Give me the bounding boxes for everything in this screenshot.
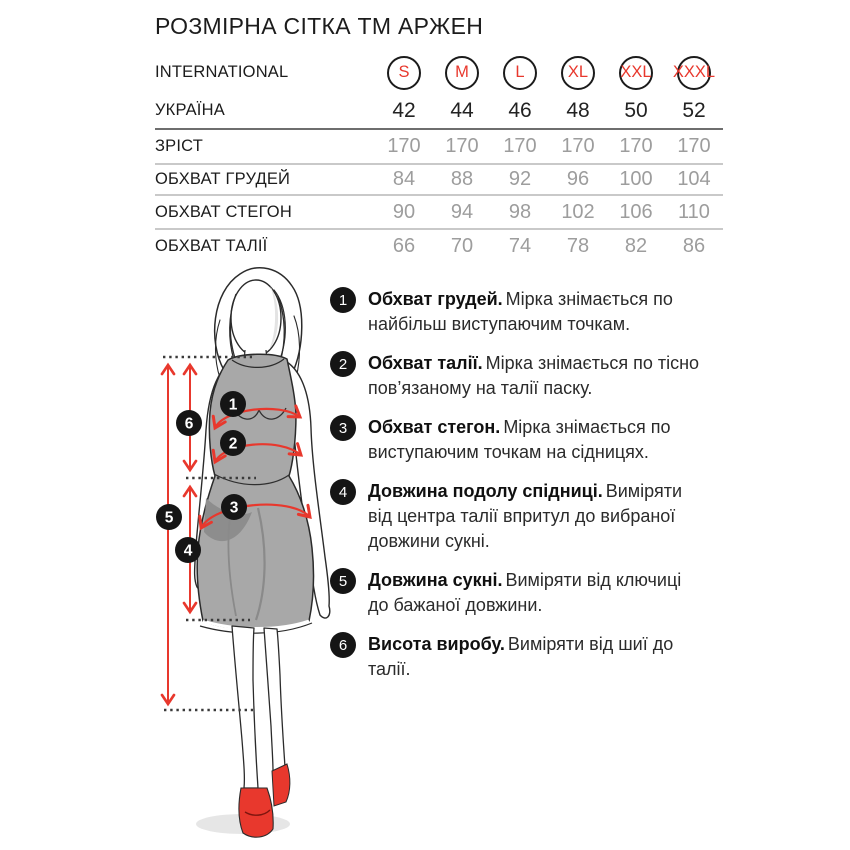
instruction-number-badge: 4 bbox=[330, 479, 356, 505]
table-row bbox=[155, 165, 723, 196]
measurement-value: 110 bbox=[678, 200, 710, 223]
table-row bbox=[155, 230, 723, 262]
instruction-text bbox=[368, 632, 702, 682]
figure-marker-4: 4 bbox=[183, 542, 193, 560]
ukraine-size-value: 52 bbox=[682, 98, 706, 122]
measurement-value: 78 bbox=[566, 234, 590, 257]
instruction-number-badge: 2 bbox=[330, 351, 356, 377]
table-row-international bbox=[155, 52, 723, 93]
figure-illustration bbox=[140, 260, 338, 850]
instruction-term: Довжина подолу спідниці. bbox=[368, 481, 603, 501]
measurement-value: 96 bbox=[566, 168, 590, 190]
ukraine-row-label: УКРАЇНА bbox=[155, 101, 225, 119]
measurement-value: 74 bbox=[508, 234, 532, 257]
measurement-value: 92 bbox=[508, 168, 532, 190]
size-cell bbox=[549, 56, 607, 90]
instruction-item bbox=[330, 415, 710, 465]
instruction-text bbox=[368, 479, 702, 554]
instruction-term: Обхват стегон. bbox=[368, 417, 501, 437]
instruction-term: Довжина сукні. bbox=[368, 570, 503, 590]
ukraine-size-value: 44 bbox=[450, 98, 474, 122]
measurement-instructions bbox=[330, 287, 710, 696]
size-badge: XXXL bbox=[677, 56, 711, 90]
page-title: РОЗМІРНА СІТКА ТМ АРЖЕН bbox=[155, 13, 484, 39]
size-badge: M bbox=[445, 56, 479, 90]
instruction-description: Мірка знімається по тісно пов’язаному на талії паску. bbox=[368, 353, 700, 398]
instruction-term: Висота виробу. bbox=[368, 634, 505, 654]
size-cell bbox=[665, 56, 723, 90]
size-cell bbox=[433, 56, 491, 90]
instruction-item bbox=[330, 632, 710, 682]
size-cell bbox=[607, 56, 665, 90]
ukraine-size-value: 50 bbox=[624, 98, 648, 122]
size-cell bbox=[375, 56, 433, 90]
measurement-value: 170 bbox=[561, 135, 595, 157]
row-label: ОБХВАТ СТЕГОН bbox=[155, 202, 292, 221]
instruction-number-badge: 6 bbox=[330, 632, 356, 658]
legs bbox=[232, 626, 285, 788]
measurement-value: 90 bbox=[392, 200, 416, 223]
instruction-number-badge: 3 bbox=[330, 415, 356, 441]
measurement-value: 170 bbox=[677, 135, 711, 157]
instruction-text bbox=[368, 415, 702, 465]
instruction-description: Мірка знімається по найбільш виступаючим точкам. bbox=[368, 289, 673, 334]
measurement-value: 94 bbox=[450, 200, 474, 223]
measurement-value: 170 bbox=[445, 135, 479, 157]
right-leg bbox=[264, 628, 285, 771]
size-badge: L bbox=[503, 56, 537, 90]
instruction-item bbox=[330, 351, 710, 401]
size-cell bbox=[491, 56, 549, 90]
table-body bbox=[155, 130, 723, 262]
measurement-value: 66 bbox=[392, 234, 416, 257]
measurement-value: 170 bbox=[503, 135, 537, 157]
measurement-value: 98 bbox=[508, 200, 532, 223]
table-row-ukraine bbox=[155, 93, 723, 130]
measurement-value: 84 bbox=[392, 168, 416, 190]
table-row bbox=[155, 196, 723, 230]
figure-marker-2: 2 bbox=[228, 435, 238, 453]
instruction-term: Обхват талії. bbox=[368, 353, 483, 373]
measurement-value: 104 bbox=[677, 168, 711, 190]
instruction-item bbox=[330, 568, 710, 618]
left-leg bbox=[232, 626, 258, 788]
instruction-term: Обхват грудей. bbox=[368, 289, 503, 309]
instruction-description: Виміряти від ключиці до бажаної довжини. bbox=[368, 570, 682, 615]
measurement-value: 86 bbox=[682, 234, 706, 257]
measurement-value: 70 bbox=[450, 234, 474, 257]
measurement-value: 106 bbox=[619, 200, 653, 223]
instruction-number-badge: 5 bbox=[330, 568, 356, 594]
instruction-text bbox=[368, 568, 702, 618]
instruction-description: Виміряти від шиї до талії. bbox=[368, 634, 674, 679]
measurement-value: 170 bbox=[619, 135, 653, 157]
ukraine-size-value: 46 bbox=[508, 98, 532, 122]
instruction-number-badge: 1 bbox=[330, 287, 356, 313]
row-label: ОБХВАТ ТАЛІЇ bbox=[155, 236, 268, 255]
instruction-item bbox=[330, 287, 710, 337]
size-table bbox=[155, 52, 723, 262]
measurement-value: 102 bbox=[561, 200, 595, 223]
row-label: ОБХВАТ ГРУДЕЙ bbox=[155, 170, 291, 188]
figure-marker-1: 1 bbox=[228, 396, 238, 414]
instruction-text bbox=[368, 351, 702, 401]
size-badge: XXL bbox=[619, 56, 653, 90]
ukraine-size-value: 42 bbox=[392, 98, 416, 122]
figure-marker-5: 5 bbox=[164, 509, 174, 527]
instruction-description: Виміряти від центра талії впритул до вибраної довжини сукні. bbox=[368, 481, 682, 551]
figure-marker-6: 6 bbox=[184, 415, 194, 433]
measurement-value: 170 bbox=[387, 135, 421, 157]
table-row bbox=[155, 130, 723, 165]
instruction-description: Мірка знімається по виступаючим точкам на сідницях. bbox=[368, 417, 671, 462]
row-label: ЗРІСТ bbox=[155, 137, 204, 155]
international-row-label: INTERNATIONAL bbox=[155, 63, 289, 81]
measurement-value: 100 bbox=[619, 168, 653, 190]
measurement-value: 88 bbox=[450, 168, 474, 190]
measurement-value: 82 bbox=[624, 234, 648, 257]
instruction-item bbox=[330, 479, 710, 554]
instruction-text bbox=[368, 287, 702, 337]
size-badge: S bbox=[387, 56, 421, 90]
figure-marker-3: 3 bbox=[229, 499, 239, 517]
size-badge: XL bbox=[561, 56, 595, 90]
ukraine-size-value: 48 bbox=[566, 98, 590, 122]
